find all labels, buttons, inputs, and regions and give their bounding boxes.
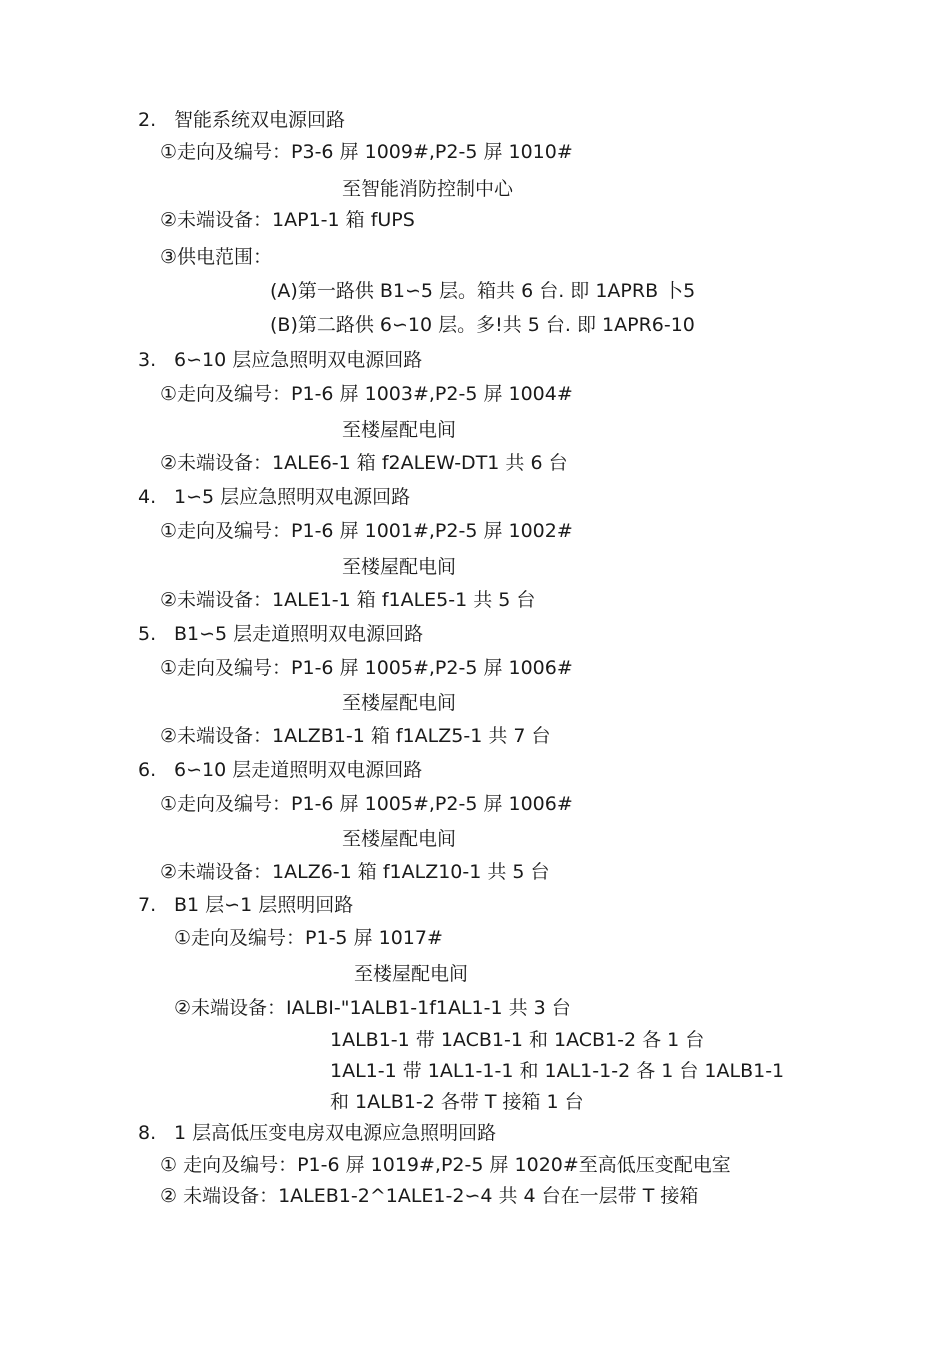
route-line: ①走向及编号：P3-6 屏 1009#,P2-5 屏 1010# <box>160 141 573 163</box>
supply-range-line: ③供电范围： <box>160 246 273 268</box>
route-line: ① 走向及编号：P1-6 屏 1019#,P2-5 屏 1020#至高低压变配电室 <box>160 1154 731 1176</box>
destination-line: 至楼屋配电间 <box>342 692 457 714</box>
section-title: 1∽5 层应急照明双电源回路 <box>174 486 411 508</box>
section-heading <box>138 107 345 133</box>
equipment-note: 和 1ALB1-2 各带 T 接箱 1 台 <box>330 1091 584 1113</box>
section-heading <box>138 484 410 510</box>
section-number: 6. <box>138 759 157 781</box>
supply-range-a: (A)第一路供 B1∽5 层。箱共 6 台. 即 1APRB 卜5 <box>270 280 696 302</box>
route-line: ①走向及编号：P1-5 屏 1017# <box>174 927 443 949</box>
section-title: 6∽10 层走道照明双电源回路 <box>174 759 423 781</box>
section-number: 7. <box>138 894 157 916</box>
section-heading <box>138 347 422 373</box>
equipment-line: ② 未端设备：1ALEB1-2^1ALE1-2∽4 共 4 台在一层带 T 接箱 <box>160 1185 699 1207</box>
section-number: 2. <box>138 109 157 131</box>
section-number: 5. <box>138 623 157 645</box>
equipment-line: ②未端设备：1ALZB1-1 箱 f1ALZ5-1 共 7 台 <box>160 725 551 747</box>
destination-line: 至楼屋配电间 <box>342 419 457 441</box>
section-title: 1 层高低压变电房双电源应急照明回路 <box>174 1122 497 1144</box>
section-title: B1∽5 层走道照明双电源回路 <box>174 623 424 645</box>
section-title: 6∽10 层应急照明双电源回路 <box>174 349 423 371</box>
route-line: ①走向及编号：P1-6 屏 1005#,P2-5 屏 1006# <box>160 793 573 815</box>
equipment-line: ②未端设备：1ALE6-1 箱 f2ALEW-DT1 共 6 台 <box>160 452 568 474</box>
destination-line: 至智能消防控制中心 <box>342 178 514 200</box>
section-heading <box>138 892 353 918</box>
equipment-line: ②未端设备：IALBI-"1ALB1-1f1AL1-1 共 3 台 <box>174 997 571 1019</box>
section-title: 智能系统双电源回路 <box>174 109 346 131</box>
equipment-note: 1AL1-1 带 1AL1-1-1 和 1AL1-1-2 各 1 台 1ALB1-1 <box>330 1060 785 1082</box>
equipment-line: ②未端设备：1ALZ6-1 箱 f1ALZ10-1 共 5 台 <box>160 861 550 883</box>
supply-range-b: (B)第二路供 6∽10 层。多!共 5 台. 即 1APR6-10 <box>270 314 695 336</box>
route-line: ①走向及编号：P1-6 屏 1001#,P2-5 屏 1002# <box>160 520 573 542</box>
section-number: 4. <box>138 486 157 508</box>
destination-line: 至楼屋配电间 <box>354 963 469 985</box>
section-number: 3. <box>138 349 157 371</box>
section-heading <box>138 621 423 647</box>
route-line: ①走向及编号：P1-6 屏 1003#,P2-5 屏 1004# <box>160 383 573 405</box>
route-line: ①走向及编号：P1-6 屏 1005#,P2-5 屏 1006# <box>160 657 573 679</box>
section-title: B1 层∽1 层照明回路 <box>174 894 354 916</box>
section-number: 8. <box>138 1122 157 1144</box>
destination-line: 至楼屋配电间 <box>342 556 457 578</box>
section-heading <box>138 1120 496 1146</box>
section-heading <box>138 757 422 783</box>
destination-line: 至楼屋配电间 <box>342 828 457 850</box>
equipment-line: ②未端设备：1ALE1-1 箱 f1ALE5-1 共 5 台 <box>160 589 536 611</box>
equipment-note: 1ALB1-1 带 1ACB1-1 和 1ACB1-2 各 1 台 <box>330 1029 705 1051</box>
equipment-line: ②未端设备：1AP1-1 箱 fUPS <box>160 209 415 231</box>
